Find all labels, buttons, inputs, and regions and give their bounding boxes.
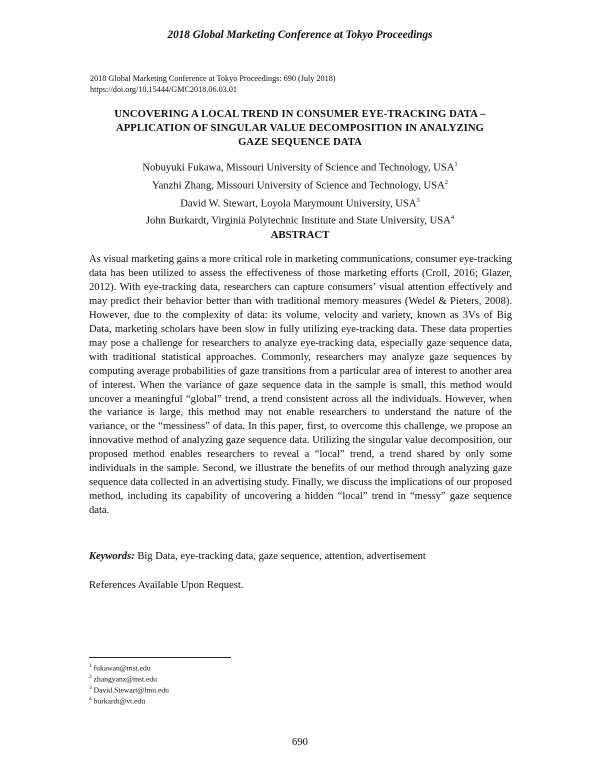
abstract-body: As visual marketing gains a more critical role in marketing communications, consumer eye-tracking data has been utilized to assess the effectiveness of those marketing efforts (Croll, 2016; Glazer, 2012). With eye-tracking data, researchers can capture consumers’ visual attention effectively and may predict their behavior better than with traditional memory measures (Wedel & Pieters, 2008). However, due to the complexity of data: its volume, velocity and variety, known as 3Vs of Big Data, marketing scholars have been slow in fully utilizing eye-tracking data. These data properties may pose a challenge for researchers to analyze eye-tracking data, especially gaze sequence data, with traditional statistical approaches. Commonly, researchers may analyze gaze sequences by computing average probabilities of gaze transitions from a particular area of interest to another area of interest. When the variance of gaze sequence data in the sample is small, this method would uncover a meaningful “global” trend, a trend consistent across all the individuals. However, when the variance is large, this method may not enable researchers to understand the nature of the variance, or the “messiness” of data. In this paper, first, to overcome this challenge, we propose an innovative method of analyzing gaze sequence data. Utilizing the singular value decomposition, our proposed method enables researchers to reveal a “local” trend, a trend shared by only some individuals in the sample. Second, we illustrate the benefits of our method through analyzing gaze sequence data collected in an advertising study. Finally, we discuss the implications of our proposed method, including its capability of uncovering a hidden “local” trend in “messy” gaze sequence data. (89, 254, 512, 517)
author-line (60, 211, 540, 229)
author-affiliation: Yanzhi Zhang, Missouri University of Science and Technology, USA (152, 180, 445, 192)
author-affiliation: Nobuyuki Fukawa, Missouri University of Science and Technology, USA (142, 162, 455, 174)
footnote-mark: 1 (454, 161, 458, 168)
author-line (60, 158, 540, 176)
abstract-heading: ABSTRACT (270, 229, 330, 241)
footnote-mark: 2 (89, 674, 92, 681)
keywords-label: Keywords: (89, 551, 135, 562)
citation-block (90, 73, 510, 95)
footnotes (89, 662, 389, 707)
footnote-email: David.Stewart@lmu.edu (91, 685, 169, 695)
title-line: UNCOVERING A LOCAL TREND IN CONSUMER EYE-TRACKING DATA – (114, 109, 486, 120)
footnote-mark: 4 (89, 696, 92, 703)
title-line: GAZE SEQUENCE DATA (238, 137, 362, 148)
footnote-mark: 3 (89, 685, 92, 692)
author-affiliation: David W. Stewart, Loyola Marymount University, USA (180, 198, 417, 210)
references-note: References Available Upon Request. (89, 580, 244, 591)
footnote-mark: 1 (89, 663, 92, 669)
footnote-email: zhangyanz@mst.edu (91, 674, 157, 684)
doi-line: https://doi.org/10.15444/GMC2018.06.03.01 (90, 85, 238, 94)
footnote-email: burkardt@vt.edu (91, 696, 146, 706)
footnote (89, 662, 389, 673)
footnote (89, 673, 389, 684)
author-line (60, 176, 540, 194)
footnote-mark: 4 (450, 214, 455, 222)
footnote-divider (89, 657, 231, 658)
title-line: APPLICATION OF SINGULAR VALUE DECOMPOSITION IN ANALYZING (115, 123, 484, 134)
footnote-mark: 3 (416, 196, 420, 204)
footnote (89, 695, 389, 706)
citation-line: 2018 Global Marketing Conference at Tokyo Proceedings: 690 (July 2018) (90, 74, 336, 83)
author-list (60, 158, 540, 229)
footnote-mark: 2 (444, 178, 448, 186)
page-number: 690 (292, 737, 308, 748)
paper-title (60, 108, 540, 150)
keywords-line (89, 550, 512, 564)
footnote (89, 684, 389, 695)
running-head: 2018 Global Marketing Conference at Tokyo Proceedings (167, 29, 433, 41)
footnote-email: fukawan@mst.edu (91, 663, 151, 673)
keywords-text: Big Data, eye-tracking data, gaze sequence, attention, advertisement (134, 551, 426, 562)
author-line (60, 194, 540, 212)
author-affiliation: John Burkardt, Virginia Polytechnic Institute and State University, USA (145, 216, 451, 228)
